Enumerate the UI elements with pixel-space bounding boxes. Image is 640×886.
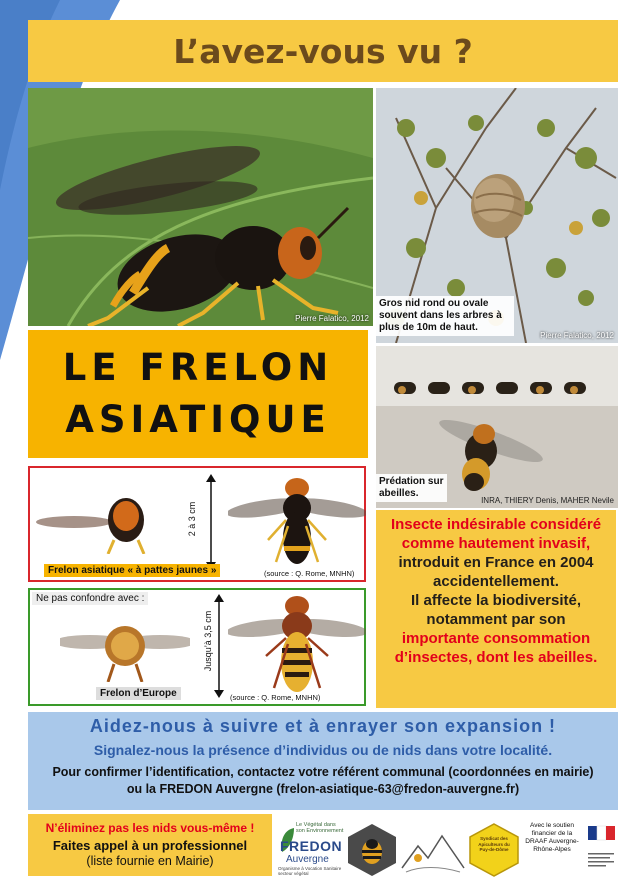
european-hornet-box: [28, 588, 366, 706]
professional-warning-box: [28, 814, 272, 876]
sdaa-label: Syndicat des Apiculteurs du Puy-de-Dôme: [478, 836, 510, 852]
band-headline: Aidez-nous à suivre et à enrayer son expansion !: [89, 716, 557, 736]
fredon-tagline: Le Végétal dans son Environnement: [296, 822, 344, 834]
nest-photo: [376, 88, 618, 343]
fredon-logo: [278, 822, 344, 878]
predation-photo-credit: INRA, THIERY Denis, MAHER Nevile: [481, 496, 614, 505]
hornet-hexagon-logo: [346, 822, 398, 878]
band-contact-line2: ou la FREDON Auvergne (frelon-asiatique-63@fredon-auvergne.fr): [126, 782, 520, 796]
sdaa-logo: [468, 822, 520, 878]
asian-size-label: 2 à 3 cm: [187, 501, 197, 537]
hornet-photo: [28, 88, 373, 326]
asian-hornet-front-image: [36, 490, 156, 554]
call-to-action-band: [28, 712, 618, 810]
page-title: L’avez-vous vu ?: [173, 31, 473, 71]
financial-support-text: Avec le soutien financier de la DRAAF Auvergne-Rhône-Alpes: [525, 822, 579, 853]
info-line: comme hautement invasif,: [401, 535, 591, 552]
european-hornet-top-image: [228, 592, 366, 702]
hornet-photo-credit: Pierre Falatico, 2012: [295, 314, 369, 323]
nest-photo-credit: Pierre Falatico, 2012: [540, 331, 614, 340]
info-line: Il affecte la biodiversité,: [410, 592, 582, 609]
asian-source: (source : Q. Rome, MNHN): [264, 569, 355, 578]
asian-size-arrow: [200, 472, 222, 572]
warning-no-removal: N’éliminez pas les nids vous-même !: [45, 821, 255, 835]
prefet-logo: [584, 822, 618, 878]
asian-hornet-label: Frelon asiatique « à pattes jaunes »: [44, 564, 220, 577]
european-source: (source : Q. Rome, MNHN): [230, 693, 321, 702]
nest-caption: Gros nid rond ou ovale souvent dans les arbres à plus de 10m de haut.: [376, 296, 514, 336]
info-line: Insecte indésirable considéré: [390, 516, 602, 533]
band-contact-line1: Pour confirmer l’identification, contactez votre référent communal (coordonnées en mairie): [52, 765, 594, 779]
european-warning: Ne pas confondre avec :: [32, 592, 148, 605]
french-flag-icon: [584, 822, 618, 846]
fredon-name: FREDON: [280, 838, 343, 854]
asian-hornet-box: [28, 466, 366, 582]
info-box: [376, 510, 616, 708]
fredon-subtitle: Organisme à Vocation Sanitaire secteur végétal: [278, 866, 342, 876]
ministry-text-lines: [584, 851, 618, 881]
predation-photo: [376, 346, 618, 508]
beekeepers-mountain-logo: [400, 828, 466, 876]
asian-hornet-top-image: [228, 470, 366, 570]
european-size-label: Jusqu’à 3,5 cm: [203, 610, 213, 672]
main-title-line2: ASIATIQUE: [65, 398, 331, 441]
warning-call-pro: Faites appel à un professionnel: [52, 838, 248, 853]
european-size-arrow: [208, 592, 230, 700]
european-hornet-front-image: [60, 612, 190, 682]
title-banner: [28, 20, 618, 82]
info-line: d’insectes, dont les abeilles.: [394, 649, 598, 666]
info-line: importante consommation: [401, 630, 591, 647]
info-line: notamment par son: [426, 611, 566, 628]
main-title-line1: LE FRELON: [62, 346, 334, 389]
info-line: accidentellement.: [433, 573, 559, 590]
warning-list: (liste fournie en Mairie): [86, 854, 214, 868]
predation-caption: Prédation sur abeilles.: [376, 474, 447, 502]
main-title-block: [28, 330, 368, 458]
fredon-region: Auvergne: [286, 854, 329, 865]
hornet-image: [28, 88, 373, 326]
info-line: introduit en France en 2004: [398, 554, 594, 571]
band-signal: Signalez-nous la présence d’individus ou de nids dans votre localité.: [93, 742, 553, 758]
european-hornet-label: Frelon d’Europe: [96, 687, 181, 700]
